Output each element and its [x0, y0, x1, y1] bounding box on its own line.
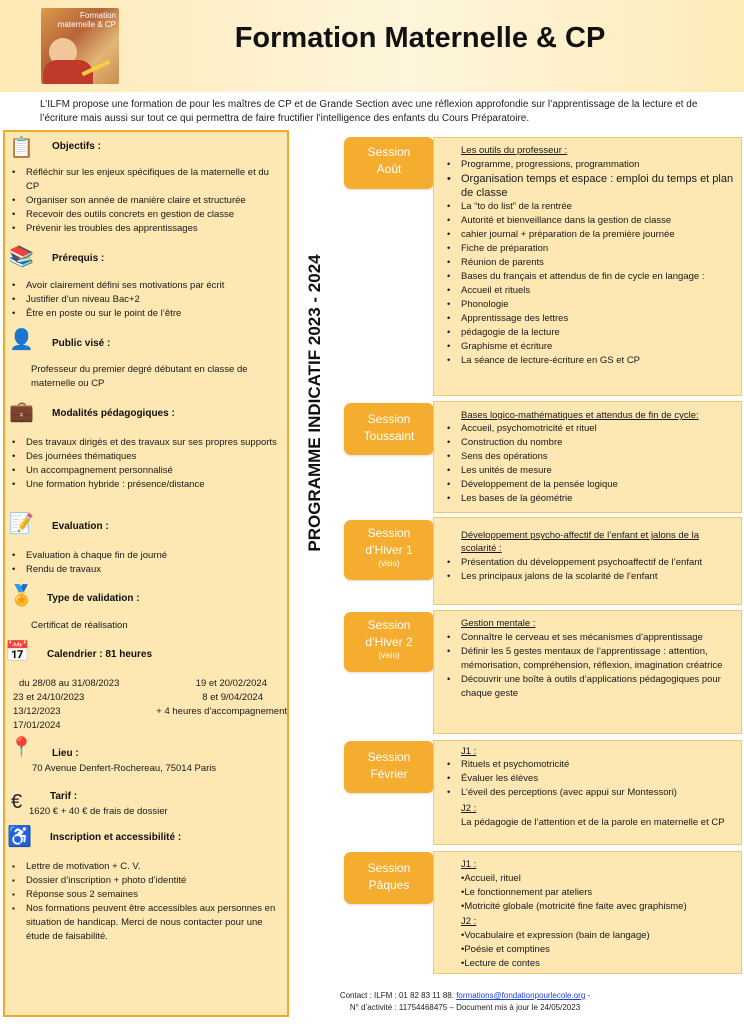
list-item: • Autorité et bienveillance dans la gestion de classe	[444, 214, 734, 228]
list-item: ▪ Lettre de motivation + C. V.	[9, 860, 281, 874]
list-item: • pédagogie de la lecture	[444, 326, 734, 340]
list-item: • Les bases de la géométrie	[444, 492, 734, 506]
list-item: • Développement de la pensée logique	[444, 478, 734, 492]
list-item: • Apprentissage des lettres	[444, 312, 734, 326]
list-item: • Prévenir les troubles des apprentissages	[9, 222, 281, 236]
calendrier-title: Calendrier : 81 heures	[47, 649, 153, 660]
lieu-title: Lieu :	[52, 748, 79, 759]
session-aout-content	[433, 137, 742, 396]
session-tag: (visio)	[378, 651, 400, 660]
list-item: • La séance de lecture-écriture en GS et CP	[444, 354, 734, 368]
programme-title-wrapper	[303, 133, 327, 673]
list-item: • Évaluer les élèves	[444, 772, 734, 786]
date-entry: 19 et 20/02/2024	[195, 678, 267, 689]
logo	[41, 8, 119, 84]
evaluation-list	[9, 549, 281, 577]
date-entry: 17/01/2024	[13, 720, 61, 731]
tarif-text: 1620 € + 40 € de frais de dossier	[29, 806, 168, 817]
session-aout-button	[344, 137, 434, 189]
session-name: Pâques	[368, 878, 410, 892]
email-link[interactable]: formations@fondationpourlecole.org	[456, 991, 586, 1000]
clipboard-icon: 📝	[9, 513, 34, 535]
session-fevrier-list	[444, 758, 734, 800]
list-item: • Avoir clairement défini ses motivations par écrit	[9, 279, 281, 293]
session-text: La pédagogie de l’attention et de la parole en maternelle et CP	[461, 817, 725, 828]
list-item: •Vocabulaire et expression (bain de langage)	[461, 930, 650, 941]
list-item: • Organiser son année de manière claire et structurée	[9, 194, 281, 208]
lieu-text: 70 Avenue Denfert-Rochereau, 75014 Paris	[32, 763, 217, 774]
objectifs-title: Objectifs :	[52, 141, 101, 152]
session-name: Février	[370, 767, 408, 781]
session-name: Août	[376, 162, 402, 176]
books-icon: 📚	[9, 246, 34, 268]
inscription-list	[9, 860, 281, 944]
session-heading: Bases logico-mathématiques et attendus de fin de cycle:	[461, 410, 699, 421]
date-entry: du 28/08 au 31/08/2023	[19, 678, 120, 689]
list-item: • Accueil et rituels	[444, 284, 734, 298]
person-icon: 👤	[9, 329, 34, 351]
evaluation-title: Evaluation :	[52, 521, 109, 532]
page-title: Formation Maternelle & CP	[234, 22, 606, 54]
session-heading: Les outils du professeur :	[461, 145, 568, 156]
session-name: d’Hiver 2	[365, 635, 413, 649]
footer	[300, 990, 630, 1014]
list-item: • cahier journal + préparation de la première journée	[444, 228, 734, 242]
list-item: • Des journées thématiques	[9, 450, 281, 464]
public-text: Professeur du premier degré débutant en classe de maternelle ou CP	[31, 364, 248, 389]
list-item: •Poésie et comptines	[461, 944, 550, 955]
session-label: Session	[367, 618, 411, 632]
session-subheading: J2 :	[461, 803, 477, 814]
list-item: • Rituels et psychomotricité	[444, 758, 734, 772]
validation-title: Type de validation :	[47, 593, 140, 604]
list-item: • Recevoir des outils concrets en gestion de classe	[9, 208, 281, 222]
list-item: • Bases du français et attendus de fin de cycle en langage :	[444, 270, 734, 284]
session-heading: Développement psycho-affectif de l’enfant et jalons de la scolarité :	[461, 530, 700, 554]
list-item: • Une formation hybride : présence/distance	[9, 478, 281, 492]
session-subheading: J2 :	[461, 916, 477, 927]
location-pin-icon: 📍	[9, 737, 34, 759]
list-item: • Fiche de préparation	[444, 242, 734, 256]
session-hiver2-button	[344, 612, 434, 672]
prerequis-title: Prérequis :	[52, 253, 105, 264]
list-item: • Réunion de parents	[444, 256, 734, 270]
programme-title: PROGRAMME INDICATIF 2023 - 2024	[305, 254, 324, 552]
list-item: ▪ Réponse sous 2 semaines	[9, 888, 281, 902]
list-item: •Le fonctionnement par ateliers	[461, 887, 593, 898]
prerequis-list	[9, 279, 281, 321]
contact-prefix: Contact : ILFM : 01 82 83 11 88.	[339, 991, 457, 1000]
session-toussaint-button	[344, 403, 434, 455]
session-label: Session	[367, 861, 411, 875]
session-hiver1-content	[433, 517, 742, 605]
session-label: Session	[367, 145, 411, 159]
session-name: Toussaint	[363, 429, 415, 443]
session-fevrier-content	[433, 740, 742, 845]
session-label: Session	[367, 526, 411, 540]
calendar-dates-right	[125, 677, 287, 719]
date-entry: + 4 heures d’accompagnement	[156, 706, 287, 717]
briefcase-icon: 💼	[9, 401, 34, 423]
session-tag: (visio)	[378, 559, 400, 568]
date-entry: 8 et 9/04/2024	[202, 692, 263, 703]
session-paques-button	[344, 852, 434, 904]
list-item: • Justifier d’un niveau Bac+2	[9, 293, 281, 307]
session-fevrier-button	[344, 741, 434, 793]
session-hiver2-list	[444, 631, 734, 701]
inscription-title: Inscription et accessibilité :	[50, 832, 182, 843]
list-item: •Accueil, rituel	[461, 873, 521, 884]
activity-line: N° d’activité : 11754468475 – Document mis à jour le 24/05/2023	[349, 1003, 581, 1012]
session-paques-j1	[461, 872, 741, 914]
list-item: • Définir les 5 gestes mentaux de l’apprentissage : attention, mémorisation, compréhension, réflexion, imagination créatrice	[444, 645, 734, 673]
session-aout-list	[444, 158, 734, 368]
list-item: • La “to do list” de la rentrée	[444, 200, 734, 214]
checklist-icon: 📋	[9, 137, 34, 159]
contact-suffix: -	[585, 991, 591, 1000]
euro-icon: €	[11, 791, 23, 813]
medal-icon: 🏅	[9, 585, 34, 607]
list-item: • Construction du nombre	[444, 436, 734, 450]
list-item: • Connaître le cerveau et ses mécanismes d’apprentissage	[444, 631, 734, 645]
session-paques-j2	[461, 929, 741, 971]
list-item: • Programme, progressions, programmation	[444, 158, 734, 172]
session-name: d’Hiver 1	[365, 543, 413, 557]
list-item: • Sens des opérations	[444, 450, 734, 464]
list-item: ▪ Dossier d’inscription + photo d’identité	[9, 874, 281, 888]
modalites-list	[9, 436, 281, 492]
session-heading: J1 :	[461, 859, 477, 870]
list-item: • Des travaux dirigés et des travaux sur ses propres supports	[9, 436, 281, 450]
calendar-icon: 📅	[5, 641, 30, 663]
list-item: • Les principaux jalons de la scolarité de l’enfant	[444, 570, 734, 584]
accessibility-icon: ♿	[7, 826, 32, 848]
info-panel	[3, 130, 289, 1017]
list-item: • Evaluation à chaque fin de journé	[9, 549, 281, 563]
objectifs-list	[9, 166, 281, 236]
list-item: •Lecture de contes	[461, 958, 540, 969]
session-hiver1-list	[444, 556, 734, 584]
public-title: Public visé :	[52, 338, 111, 349]
list-item: • Découvrir une boîte à outils d’applications pédagogiques pour chaque geste	[444, 673, 734, 701]
list-item: ▪ Nos formations peuvent être accessibles aux personnes en situation de handicap. Merci de nous contacter pour une étude de faisabilité.	[9, 902, 281, 944]
session-toussaint-list	[444, 422, 734, 506]
intro-text: L’ILFM propose une formation de pour les maîtres de CP et de Grande Section avec une réflexion approfondie sur l’apprentissage de la lecture et de l’écriture mais aussi sur tout ce qui permettra de faire fructifier l’intelligence des enfants du Cours Préparatoire.	[40, 99, 698, 124]
session-heading: Gestion mentale :	[461, 618, 536, 629]
list-item: • Organisation temps et espace : emploi du temps et plan de classe	[444, 172, 734, 200]
session-hiver1-button	[344, 520, 434, 580]
list-item: • Réfléchir sur les enjeux spécifiques de la maternelle et du CP	[9, 166, 281, 194]
logo-text: Formation maternelle & CP	[57, 11, 116, 29]
session-toussaint-content	[433, 401, 742, 513]
date-entry: 13/12/2023	[13, 706, 61, 717]
modalites-title: Modalités pédagogiques :	[52, 408, 175, 419]
list-item: • Un accompagnement personnalisé	[9, 464, 281, 478]
list-item: • Être en poste ou sur le point de l’être	[9, 307, 281, 321]
validation-text: Certificat de réalisation	[31, 620, 128, 631]
session-heading: J1 :	[461, 746, 477, 757]
tarif-title: Tarif :	[50, 791, 78, 802]
list-item: • Rendu de travaux	[9, 563, 281, 577]
list-item: •Motricité globale (motricité fine faite avec graphisme)	[461, 901, 687, 912]
list-item: • Les unités de mesure	[444, 464, 734, 478]
list-item: • Graphisme et écriture	[444, 340, 734, 354]
session-label: Session	[367, 750, 411, 764]
date-entry: 23 et 24/10/2023	[13, 692, 85, 703]
list-item: • Présentation du développement psychoaffectif de l’enfant	[444, 556, 734, 570]
contact-line	[300, 990, 630, 1002]
list-item: • Accueil, psychomotricité et rituel	[444, 422, 734, 436]
session-label: Session	[367, 412, 411, 426]
list-item: • L’éveil des perceptions (avec appui sur Montessori)	[444, 786, 734, 800]
session-paques-content	[433, 851, 742, 974]
session-hiver2-content	[433, 610, 742, 734]
list-item: • Phonologie	[444, 298, 734, 312]
